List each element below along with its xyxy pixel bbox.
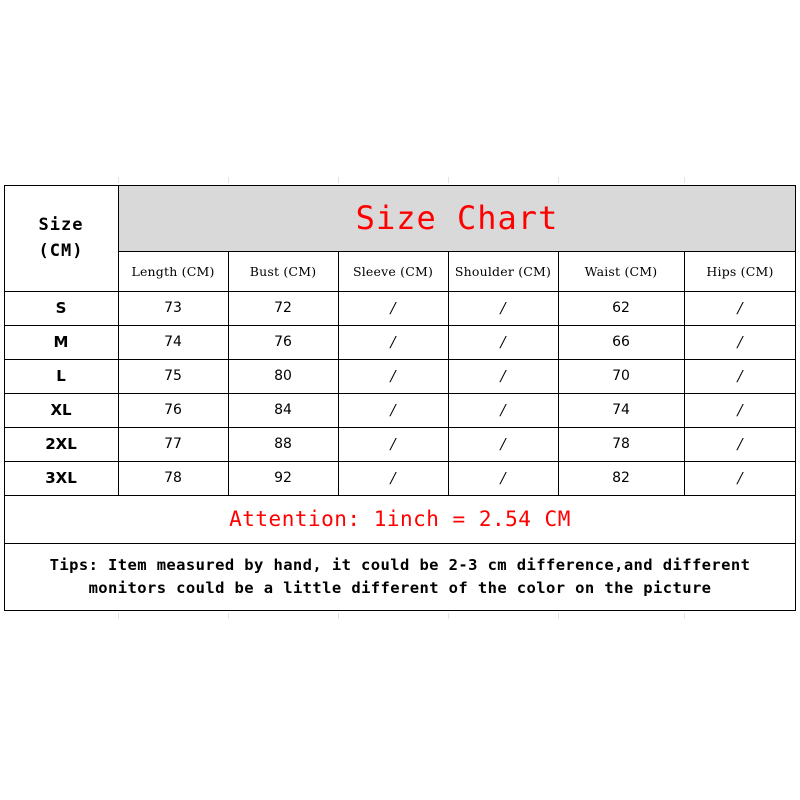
column-header: Length (CM) [131, 263, 215, 279]
measurement-cell: 82 [612, 470, 630, 486]
grid-line [118, 185, 119, 495]
measurement-cell: 88 [274, 436, 292, 452]
size-header-line2: (CM) [38, 241, 84, 261]
size-chart-table [4, 185, 796, 611]
measurement-cell: / [500, 333, 506, 351]
measurement-cell: / [737, 367, 743, 385]
tips-line2: monitors could be a little different of the color on the picture [88, 579, 712, 597]
measurement-cell: 66 [612, 334, 630, 350]
measurement-cell: / [500, 435, 506, 453]
grid-line [4, 325, 796, 326]
measurement-cell: 78 [612, 436, 630, 452]
grid-line [338, 251, 339, 495]
size-label: L [56, 367, 66, 385]
size-header-line1: Size [38, 215, 84, 235]
measurement-cell: 75 [164, 368, 182, 384]
measurement-cell: 62 [612, 300, 630, 316]
measurement-cell: / [737, 469, 743, 487]
background-gridline [228, 177, 229, 183]
measurement-cell: / [737, 401, 743, 419]
measurement-cell: / [390, 333, 396, 351]
column-header: Waist (CM) [584, 263, 658, 279]
measurement-cell: 76 [274, 334, 292, 350]
background-gridline [338, 177, 339, 183]
grid-line [4, 543, 796, 544]
grid-line [448, 251, 449, 495]
background-gridline [338, 613, 339, 619]
grid-line [4, 291, 796, 292]
grid-line [795, 185, 796, 611]
measurement-cell: / [390, 469, 396, 487]
grid-line [4, 393, 796, 394]
measurement-cell: / [500, 367, 506, 385]
background-gridline [118, 177, 119, 183]
size-label: 3XL [45, 469, 77, 487]
size-label: 2XL [45, 435, 77, 453]
grid-line [118, 251, 796, 252]
column-header: Bust (CM) [249, 263, 317, 279]
size-column-header [4, 185, 118, 291]
grid-line [4, 461, 796, 462]
background-gridline [118, 613, 119, 619]
measurement-cell: / [390, 401, 396, 419]
column-header: Hips (CM) [706, 263, 774, 279]
attention-note: Attention: 1inch = 2.54 CM [229, 507, 571, 531]
measurement-cell: / [390, 299, 396, 317]
size-label: XL [50, 401, 72, 419]
background-gridline [228, 613, 229, 619]
measurement-cell: / [737, 299, 743, 317]
grid-line [4, 495, 796, 496]
background-gridline [448, 177, 449, 183]
grid-line [684, 251, 685, 495]
background-gridline [558, 613, 559, 619]
measurement-cell: 77 [164, 436, 182, 452]
measurement-cell: / [390, 435, 396, 453]
measurement-cell: 84 [274, 402, 292, 418]
measurement-cell: / [737, 435, 743, 453]
measurement-cell: 74 [164, 334, 182, 350]
chart-title: Size Chart [355, 199, 559, 237]
measurement-cell: 76 [164, 402, 182, 418]
measurement-cell: 78 [164, 470, 182, 486]
tips-note [4, 543, 796, 611]
grid-line [4, 185, 5, 611]
background-gridline [558, 177, 559, 183]
measurement-cell: 70 [612, 368, 630, 384]
background-gridline [684, 613, 685, 619]
grid-line [4, 427, 796, 428]
measurement-cell: / [500, 299, 506, 317]
measurement-cell: 92 [274, 470, 292, 486]
measurement-cell: 73 [164, 300, 182, 316]
measurement-cell: 72 [274, 300, 292, 316]
grid-line [4, 359, 796, 360]
background-gridline [448, 613, 449, 619]
grid-line [4, 185, 796, 186]
column-header: Sleeve (CM) [352, 263, 434, 279]
column-header: Shoulder (CM) [454, 263, 552, 279]
measurement-cell: 80 [274, 368, 292, 384]
grid-line [558, 251, 559, 495]
measurement-cell: / [500, 469, 506, 487]
size-label: S [55, 299, 67, 317]
grid-line [4, 610, 796, 611]
background-gridline [684, 177, 685, 183]
grid-line [228, 251, 229, 495]
measurement-cell: / [737, 333, 743, 351]
size-label: M [53, 333, 69, 351]
measurement-cell: / [500, 401, 506, 419]
measurement-cell: 74 [612, 402, 630, 418]
measurement-cell: / [390, 367, 396, 385]
tips-line1: Tips: Item measured by hand, it could be 2-3 cm difference,and different [49, 556, 751, 574]
